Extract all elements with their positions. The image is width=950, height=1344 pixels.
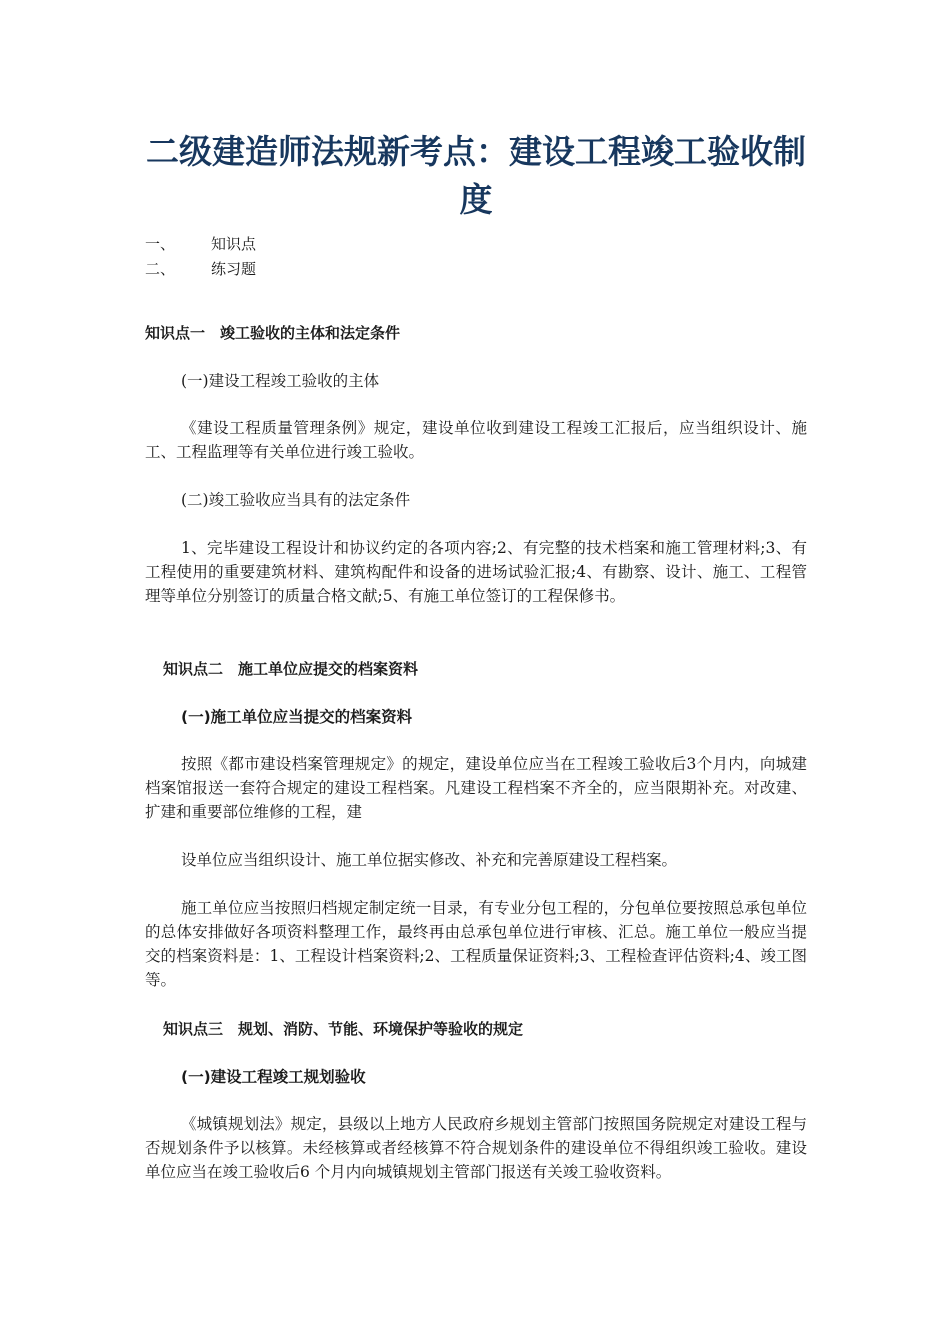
section-heading: 知识点二 施工单位应提交的档案资料 [163,660,419,678]
toc-item [145,257,807,282]
paragraph: 1、完毕建设工程设计和协议约定的各项内容;2、有完整的技术档案和施工管理材料;3、有工程使用的重要建筑材料、建筑构配件和设备的进场试验汇报;4、有勘察、设计、施工、工程管理等单位分别签订的质量合格文献;5、有施工单位签订的工程保修书。 [145,539,807,605]
paragraph: 按照《都市建设档案管理规定》的规定，建设单位应当在工程竣工验收后3个月内，向城建档案馆报送一套符合规定的建设工程档案。凡建设工程档案不齐全的，应当限期补充。对改建、扩建和重要部位维修的工程，建 [145,755,807,821]
toc-item [145,232,807,257]
document-title: 二级建造师法规新考点：建设工程竣工验收制度 [146,132,806,219]
paragraph: 《建设工程质量管理条例》规定，建设单位收到建设工程竣工汇报后，应当组织设计、施工、工程监理等有关单位进行竣工验收。 [145,419,807,461]
toc-item-number: 一、 [145,235,176,253]
subsection-heading: (二)竣工验收应当具有的法定条件 [181,491,411,509]
paragraph: 施工单位应当按照归档规定制定统一目录，有专业分包工程的，分包单位要按照总承包单位的总体安排做好各项资料整理工作，最终再由总承包单位进行审核、汇总。施工单位一般应当提交的档案资料是：1、工程设计档案资料;2、工程质量保证资料;3、工程检查评估资料;4、竣工图等。 [145,899,807,989]
subsection-heading: (一)建设工程竣工规划验收 [181,1068,366,1086]
paragraph: 设单位应当组织设计、施工单位据实修改、补充和完善原建设工程档案。 [181,851,678,869]
paragraph: 《城镇规划法》规定，县级以上地方人民政府乡规划主管部门按照国务院规定对建设工程与否规划条件予以核算。未经核算或者经核算不符合规划条件的建设单位不得组织竣工验收。建设单位应当在竣工验收后6 个月内向城镇规划主管部门报送有关竣工验收资料。 [145,1115,807,1181]
toc-item-label: 练习题 [211,260,257,278]
toc-item-number: 二、 [145,260,176,278]
subsection-heading: (一)建设工程竣工验收的主体 [181,372,380,390]
toc-item-label: 知识点 [211,235,257,253]
table-of-contents [145,232,807,282]
section-heading: 知识点一 竣工验收的主体和法定条件 [145,324,401,342]
document-page [145,0,807,1181]
subsection-heading: (一)施工单位应当提交的档案资料 [181,708,413,726]
section-heading: 知识点三 规划、消防、节能、环境保护等验收的规定 [163,1020,524,1038]
